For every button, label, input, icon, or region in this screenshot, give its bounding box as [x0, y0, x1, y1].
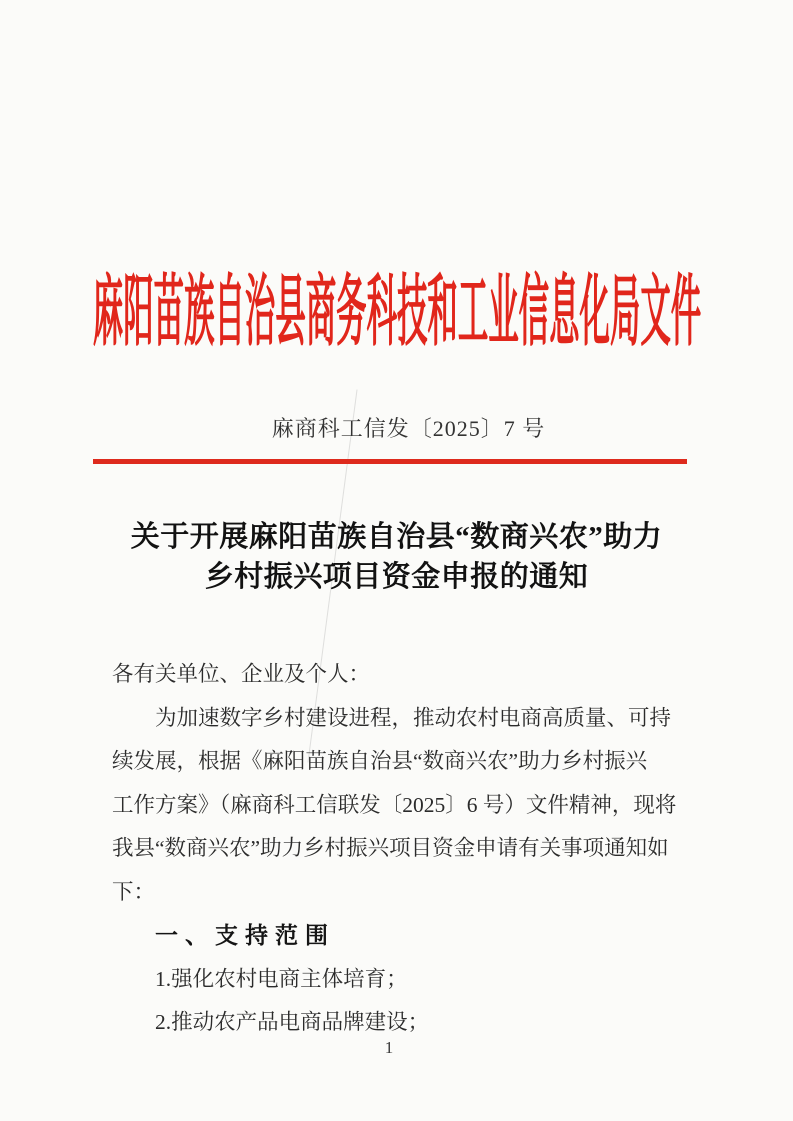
body-line: 为加速数字乡村建设进程，推动农村电商高质量、可持: [155, 705, 672, 730]
body-line: 我县“数商兴农”助力乡村振兴项目资金申请有关事项通知如: [112, 836, 669, 860]
agency-header: [0, 268, 793, 356]
doc-number: 麻商科工信发〔2025〕7 号: [271, 416, 546, 441]
doc-title-line-1: 关于开展麻阳苗族自治县“数商兴农”助力: [130, 521, 663, 553]
body-line: 续发展，根据《麻阳苗族自治县“数商兴农”助力乡村振兴: [112, 749, 648, 773]
body-line: 1.强化农村电商主体培育；: [155, 966, 408, 991]
doc-title-line-2: 乡村振兴项目资金申报的通知: [204, 561, 589, 593]
body-line: 下：: [112, 879, 156, 904]
doc-body: [112, 653, 684, 1045]
body-line: 各有关单位、企业及个人：: [112, 662, 371, 686]
agency-header-text: 麻阳苗族自治县商务科技和工业信息化局文件: [92, 268, 701, 355]
body-line: 2.推动农产品电商品牌建设；: [155, 1010, 430, 1034]
doc-title: [0, 517, 793, 597]
red-separator-rule: [93, 459, 687, 464]
body-line: 一、支持范围: [155, 922, 335, 948]
body-line: 工作方案》（麻商科工信联发〔2025〕6 号）文件精神，现将: [112, 792, 677, 817]
page-number: 1: [384, 1038, 394, 1057]
